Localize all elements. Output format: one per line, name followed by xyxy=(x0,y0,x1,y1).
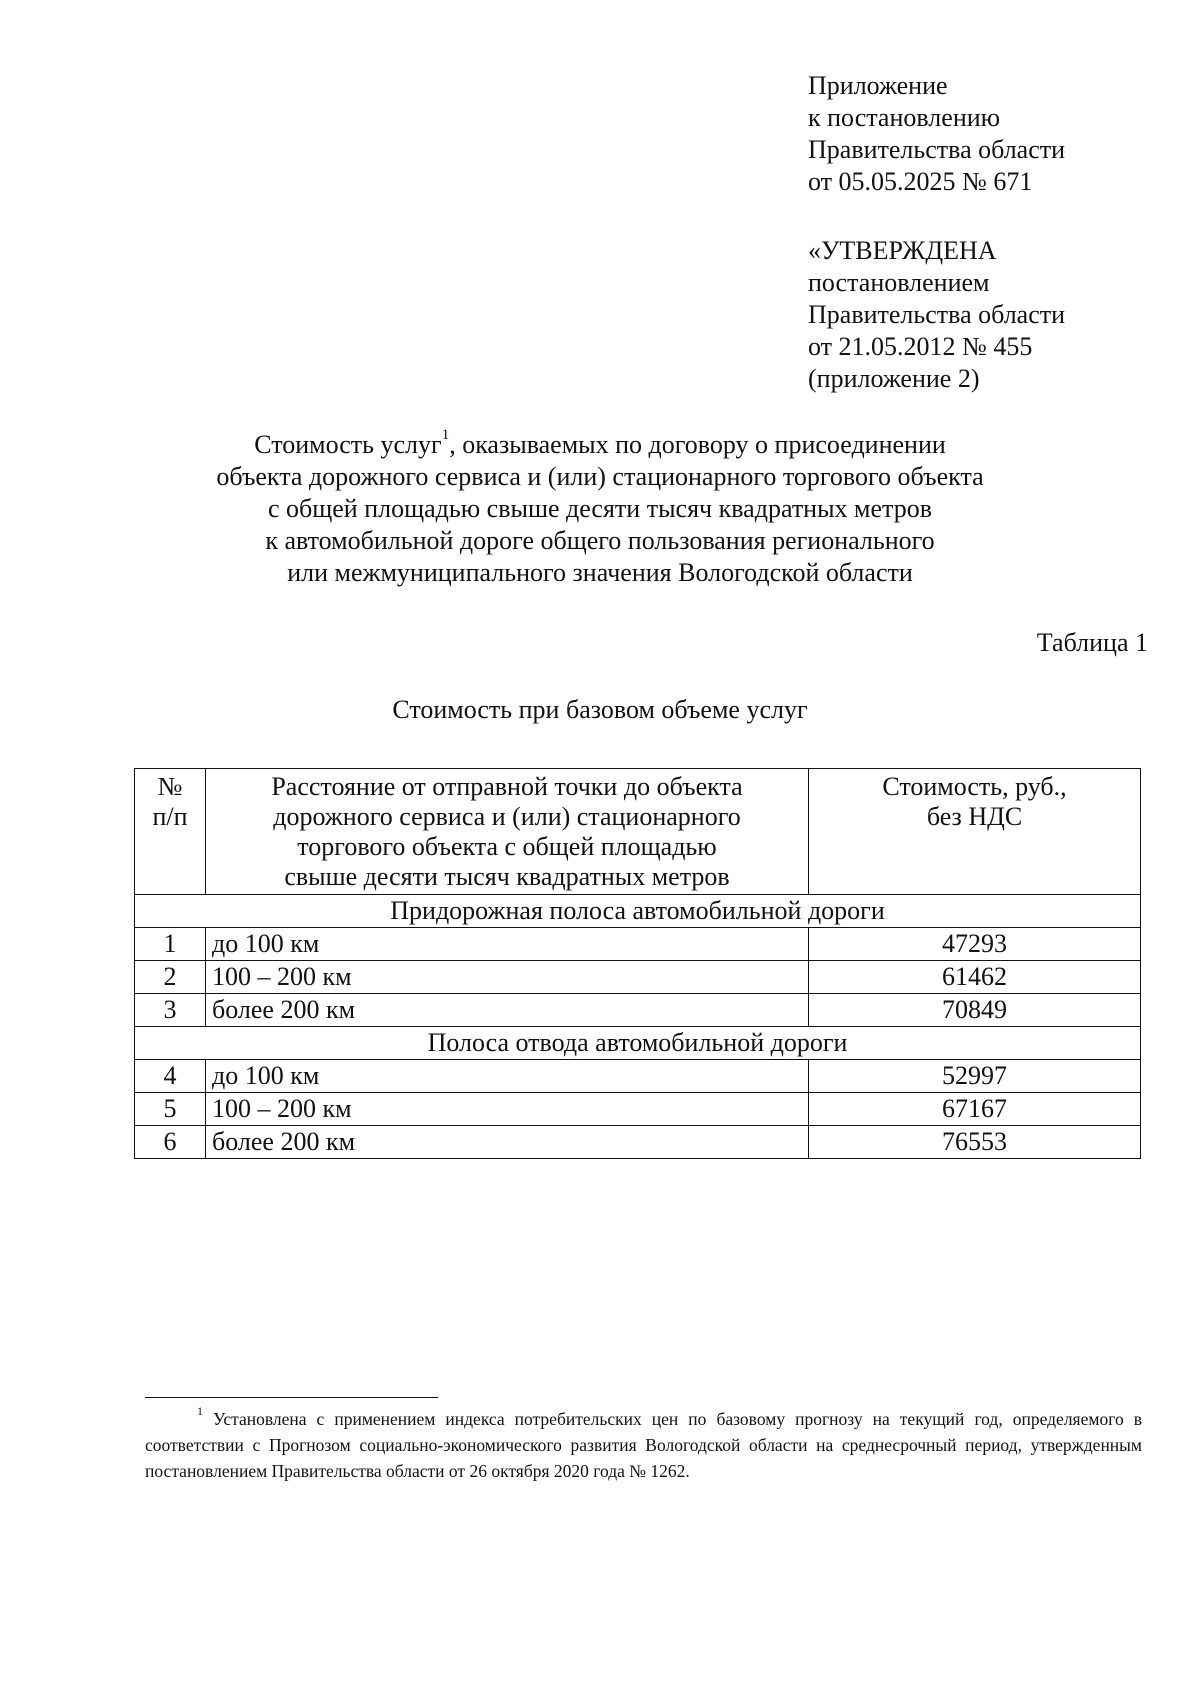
title-line: к автомобильной дороге общего пользования регионального xyxy=(265,526,935,555)
title-line: с общей площадью свыше десяти тысяч квадратных метров xyxy=(267,494,933,523)
section-title: Полоса отвода автомобильной дороги xyxy=(135,1027,1141,1060)
footnote-text: Установлена с применением индекса потребительских цен по базовому прогнозу на текущий год, определяемого в соответствии с Прогнозом социально-экономического развития Вологодской области на среднесрочный период, утвержденным постановлением Правительства области от 26 октября 2020 года № 1262. xyxy=(145,1409,1142,1481)
row-num: 4 xyxy=(135,1060,206,1093)
table-row xyxy=(135,1060,1141,1093)
approved-line: Правительства области xyxy=(808,300,1066,329)
table-header-row xyxy=(135,769,1141,895)
table-row xyxy=(135,961,1141,994)
section-row xyxy=(135,895,1141,928)
table-row xyxy=(135,994,1141,1027)
row-num: 3 xyxy=(135,994,206,1027)
footnote-mark: 1 xyxy=(197,1404,203,1418)
row-cost: 67167 xyxy=(809,1093,1141,1126)
row-distance: до 100 км xyxy=(206,1060,809,1093)
row-cost: 61462 xyxy=(809,961,1141,994)
row-distance: более 200 км xyxy=(206,994,809,1027)
header-cost xyxy=(809,769,1141,895)
table-row xyxy=(135,928,1141,961)
row-num: 5 xyxy=(135,1093,206,1126)
title-line: объекта дорожного сервиса и (или) стационарного торгового объекта xyxy=(216,462,984,491)
row-cost: 52997 xyxy=(809,1060,1141,1093)
row-cost: 47293 xyxy=(809,928,1141,961)
header-distance-text: Расстояние от отправной точки до объекта дорожного сервиса и (или) стационарного торгового объекта с общей площадью свыше десяти тысяч квадратных метров xyxy=(271,772,743,891)
table-caption: Стоимость при базовом объеме услуг xyxy=(392,695,808,724)
title-line: или межмуниципального значения Вологодской области xyxy=(287,558,913,587)
row-num: 2 xyxy=(135,961,206,994)
header-num-text: № п/п xyxy=(152,772,188,831)
row-distance: 100 – 200 км xyxy=(206,1093,809,1126)
row-num: 1 xyxy=(135,928,206,961)
appendix-line: от 05.05.2025 № 671 xyxy=(808,167,1033,196)
title-lead: Стоимость услуг xyxy=(254,430,442,459)
row-distance: до 100 км xyxy=(206,928,809,961)
row-num: 6 xyxy=(135,1126,206,1159)
row-distance: 100 – 200 км xyxy=(206,961,809,994)
section-row xyxy=(135,1027,1141,1060)
approved-line: «УТВЕРЖДЕНА xyxy=(808,236,997,265)
approved-block xyxy=(808,235,1065,395)
approved-line: (приложение 2) xyxy=(808,364,980,393)
appendix-line: к постановлению xyxy=(808,103,1001,132)
approved-line: постановлением xyxy=(808,268,990,297)
row-distance: более 200 км xyxy=(206,1126,809,1159)
row-cost: 76553 xyxy=(809,1126,1141,1159)
table-label: Таблица 1 xyxy=(1036,628,1148,657)
header-distance xyxy=(206,769,809,895)
appendix-line: Правительства области xyxy=(808,135,1066,164)
title-footnote-mark: 1 xyxy=(441,427,450,443)
cost-table xyxy=(134,768,1141,1159)
appendix-line: Приложение xyxy=(808,71,948,100)
row-cost: 70849 xyxy=(809,994,1141,1027)
appendix-block xyxy=(808,70,1065,198)
title-line-1-rest: , оказываемых по договору о присоединении xyxy=(449,430,946,459)
header-cost-text: Стоимость, руб., без НДС xyxy=(882,772,1067,831)
title-line-1 xyxy=(150,429,1050,461)
footnote xyxy=(145,1406,1142,1484)
table-row xyxy=(135,1093,1141,1126)
section-title: Придорожная полоса автомобильной дороги xyxy=(135,895,1141,928)
footnote-divider xyxy=(145,1397,438,1398)
table-row xyxy=(135,1126,1141,1159)
approved-line: от 21.05.2012 № 455 xyxy=(808,332,1033,361)
header-num xyxy=(135,769,206,895)
document-title xyxy=(150,429,1050,589)
